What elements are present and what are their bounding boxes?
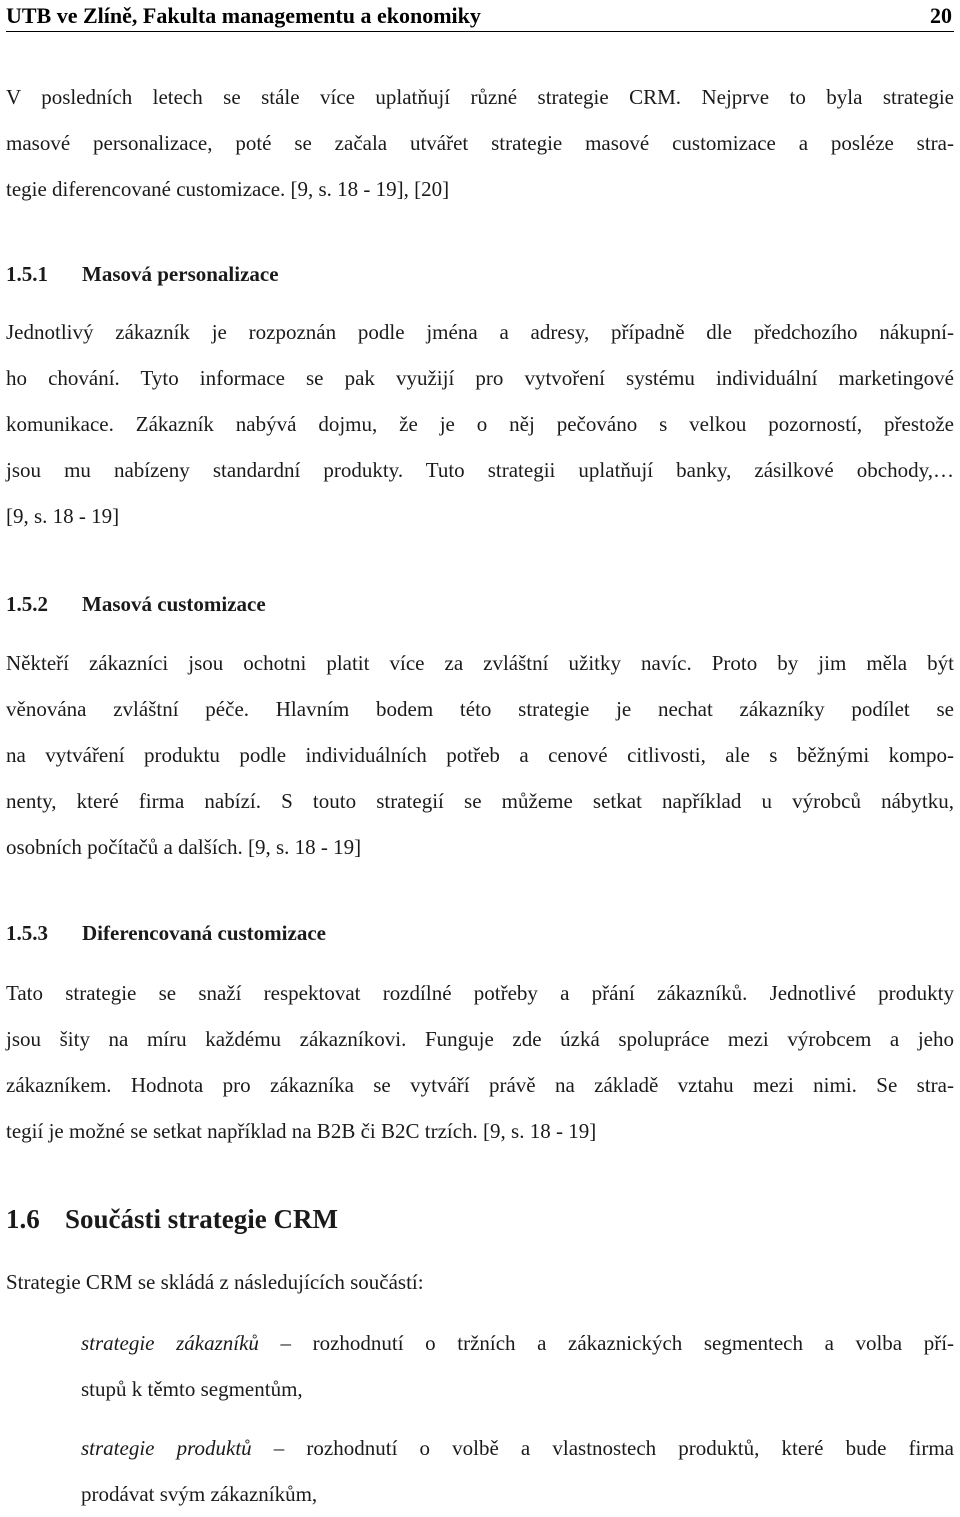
section-title: Masová customizace bbox=[82, 592, 266, 616]
text-line: jsou šity na míru každému zákazníkovi. Funguje zde úzká spolupráce mezi výrobcem a jeho bbox=[6, 1027, 954, 1051]
list-item-line: stupů k těmto segmentům, bbox=[81, 1377, 303, 1401]
list-item-text: rozhodnutí o tržních a zákaznických segmentech a volba pří- bbox=[312, 1331, 955, 1355]
list-item-strategie-produktu bbox=[81, 1425, 954, 1517]
text-line: zákazníkem. Hodnota pro zákazníka se vytváří právě na základě vztahu mezi nimi. Se stra- bbox=[6, 1073, 954, 1097]
paragraph-masova-customizace bbox=[6, 640, 954, 870]
text-line: jsou mu nabízeny standardní produkty. Tuto strategii uplatňují banky, zásilkové obchody,… bbox=[6, 458, 954, 482]
section-title: Diferencovaná customizace bbox=[82, 921, 326, 945]
list-item-term: strategie zákazníků bbox=[81, 1331, 259, 1355]
text-line: na vytváření produktu podle individuálních potřeb a cenové citlivosti, ale s běžnými kompo- bbox=[6, 743, 954, 767]
section-title: Součásti strategie CRM bbox=[65, 1204, 338, 1234]
text-line: Někteří zákazníci jsou ochotni platit více za zvláštní užitky navíc. Proto by jim měla být bbox=[6, 651, 954, 675]
list-item-dash: – bbox=[280, 1331, 291, 1355]
text-line: věnována zvláštní péče. Hlavním bodem této strategie je nechat zákazníky podílet se bbox=[6, 697, 954, 721]
page-header bbox=[6, 0, 954, 32]
paragraph-masova-personalizace bbox=[6, 309, 954, 539]
intro-paragraph bbox=[6, 74, 954, 212]
text-line: osobních počítačů a dalších. [9, s. 18 - 19] bbox=[6, 835, 362, 859]
text-line: nenty, které firma nabízí. S touto strategií se můžeme setkat například u výrobců nábytku, bbox=[6, 789, 954, 813]
text-line: komunikace. Zákazník nabývá dojmu, že je o něj pečováno s velkou pozorností, přestože bbox=[6, 412, 954, 436]
list-item-strategie-zakazniku bbox=[81, 1320, 954, 1412]
list-item-text: rozhodnutí o volbě a vlastnostech produktů, které bude firma bbox=[306, 1436, 955, 1460]
section-heading-1-5-2 bbox=[6, 589, 266, 619]
text-line: Tato strategie se snaží respektovat rozdílné potřeby a přání zákazníků. Jednotlivé produkty bbox=[6, 981, 954, 1005]
section-heading-1-6 bbox=[6, 1201, 338, 1237]
list-item-dash: – bbox=[273, 1436, 285, 1460]
section-number: 1.5.1 bbox=[6, 262, 48, 286]
list-item-term: strategie produktů bbox=[81, 1436, 252, 1460]
page-number: 20 bbox=[930, 2, 952, 28]
section-number: 1.6 bbox=[6, 1204, 40, 1234]
list-item-line bbox=[81, 1425, 954, 1471]
text-line: V posledních letech se stále více uplatňují různé strategie CRM. Nejprve to byla strategie bbox=[6, 85, 954, 109]
paragraph-diferencovana-customizace bbox=[6, 970, 954, 1154]
section-number: 1.5.2 bbox=[6, 592, 48, 616]
text-line: ho chování. Tyto informace se pak využijí pro vytvoření systému individuální marketingové bbox=[6, 366, 954, 390]
section-heading-1-5-3 bbox=[6, 918, 326, 948]
text-line: Jednotlivý zákazník je rozpoznán podle jména a adresy, případně dle předchozího nákupní- bbox=[6, 320, 954, 344]
text-line: tegie diferencované customizace. [9, s. 18 - 19], [20] bbox=[6, 177, 450, 201]
section-heading-1-5-1 bbox=[6, 259, 279, 289]
list-item-line: prodávat svým zákazníkům, bbox=[81, 1482, 318, 1506]
section-number: 1.5.3 bbox=[6, 921, 48, 945]
section-title: Masová personalizace bbox=[82, 262, 279, 286]
text-line: tegií je možné se setkat například na B2B či B2C trzích. [9, s. 18 - 19] bbox=[6, 1119, 597, 1143]
text-line: masové personalizace, poté se začala utvářet strategie masové customizace a posléze stra- bbox=[6, 131, 954, 155]
list-item-line bbox=[81, 1320, 954, 1366]
paragraph-soucasti-intro bbox=[6, 1259, 954, 1305]
text-line: Strategie CRM se skládá z následujících součástí: bbox=[6, 1270, 424, 1294]
text-line: [9, s. 18 - 19] bbox=[6, 504, 120, 528]
header-title: UTB ve Zlíně, Fakulta managementu a ekonomiky bbox=[6, 2, 481, 28]
